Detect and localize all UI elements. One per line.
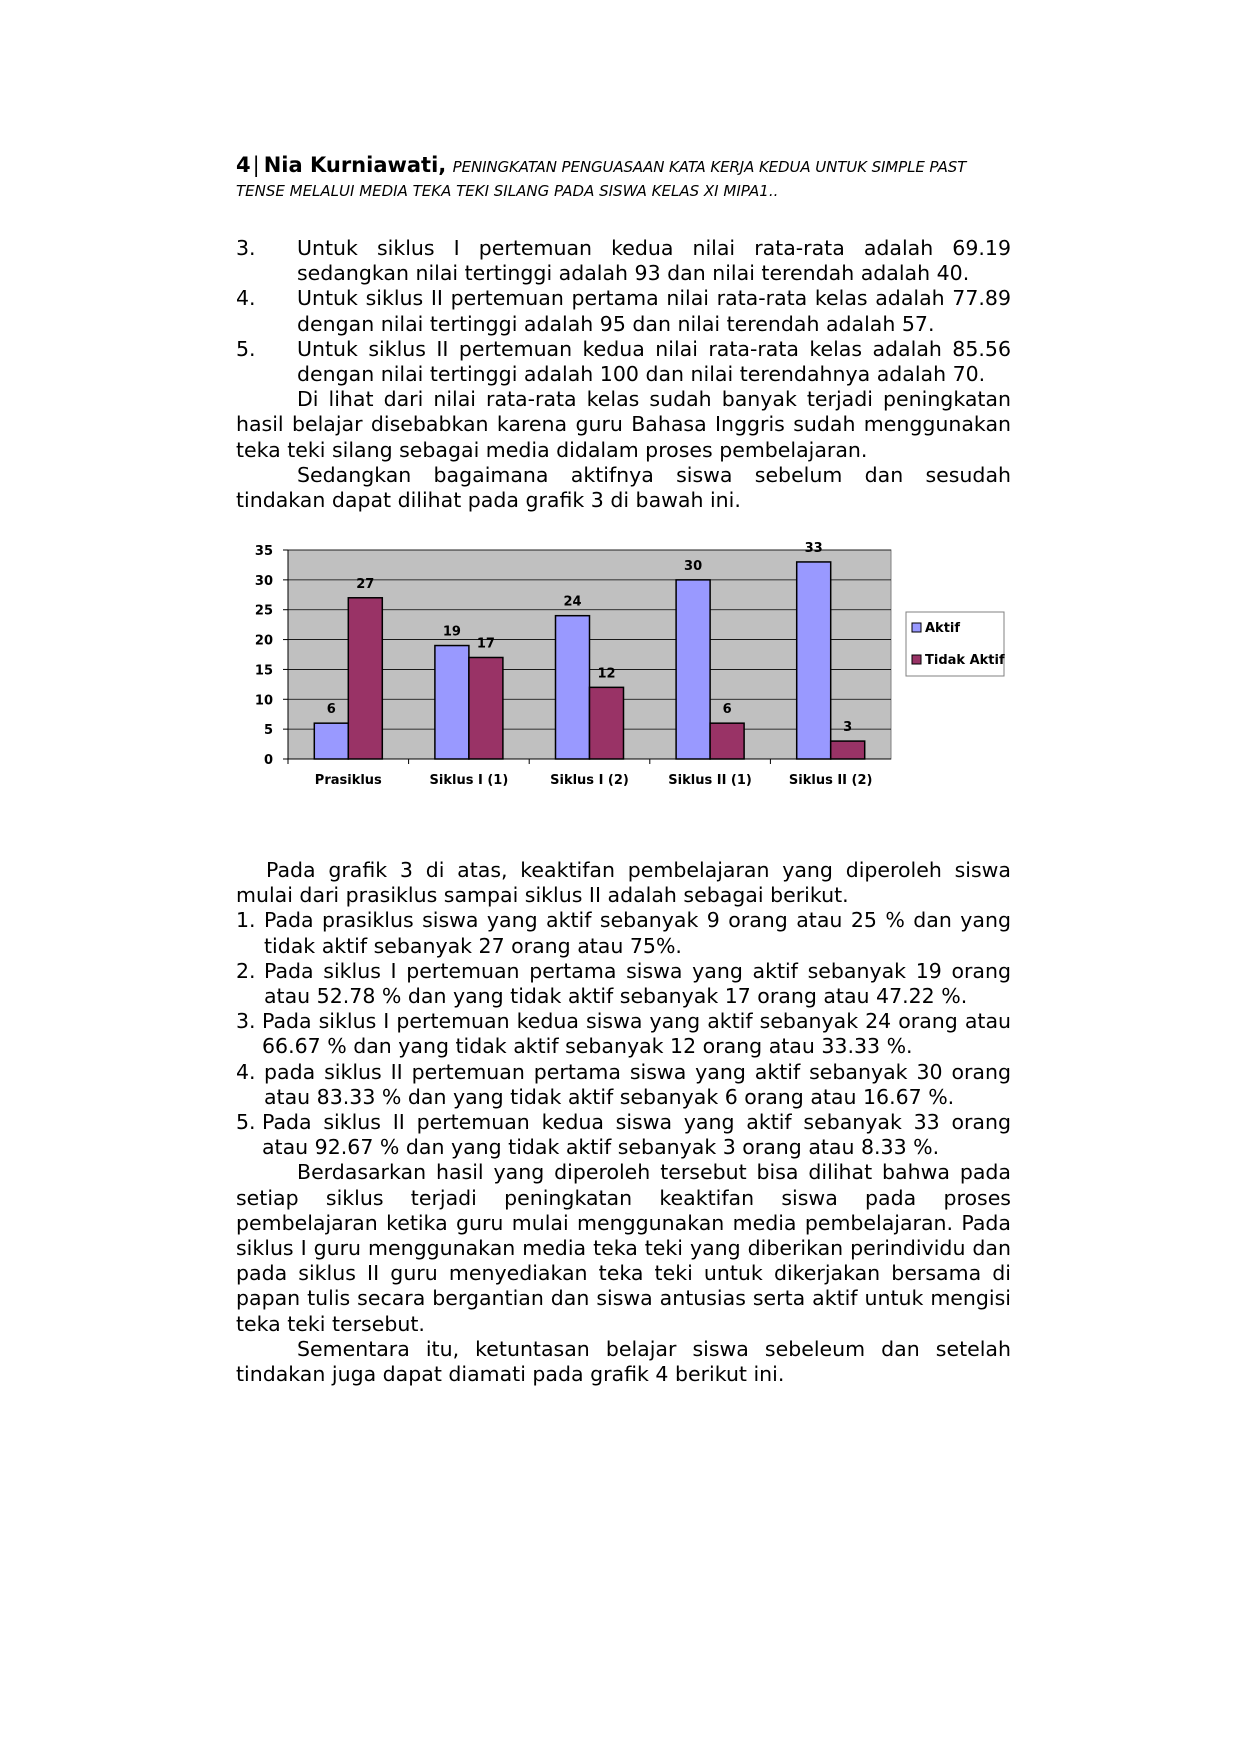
bar (676, 580, 710, 759)
author-name: Nia Kurniawati, (263, 153, 447, 177)
list-item-text: Pada prasiklus siswa yang aktif sebanyak 9 orang atau 25 % dan yang tidak aktif sebanyak 27 orang atau 75%. (264, 908, 1011, 958)
list-item-text: Untuk siklus II pertemuan kedua nilai rata-rata kelas adalah 85.56 dengan nilai tertinggi adalah 100 dan nilai terendahnya adalah 70. (297, 336, 1011, 387)
activity-list (236, 908, 1011, 1160)
list-item (236, 908, 1011, 958)
chart-svg (236, 528, 1036, 798)
data-label: 6 (722, 702, 732, 718)
y-tick-label: 25 (254, 603, 273, 619)
y-tick-label: 35 (254, 544, 273, 559)
page-header (236, 152, 1011, 202)
x-tick-label: Siklus I (2) (550, 773, 629, 788)
legend-label: Aktif (925, 621, 961, 636)
bar (469, 657, 503, 759)
y-tick-label: 20 (254, 633, 273, 649)
list-item-text: pada siklus II pertemuan pertama siswa yang aktif sebanyak 30 orang atau 83.33 % dan yang tidak aktif sebanyak 6 orang atau 16.67 %. (264, 1059, 1011, 1109)
x-tick-label: Prasiklus (314, 773, 382, 788)
x-tick-label: Siklus II (2) (788, 773, 873, 788)
legend-swatch (912, 623, 921, 632)
list-item-number: 4. (236, 286, 256, 311)
list-item (236, 236, 1011, 286)
paragraph: Pada grafik 3 di atas, keaktifan pembelajaran yang diperoleh siswa mulai dari prasiklus sampai siklus II adalah sebagai berikut. (236, 858, 1011, 908)
data-label: 24 (563, 594, 582, 610)
data-label: 33 (804, 540, 823, 556)
list-item-number: 3. (236, 1009, 256, 1034)
legend-label: Tidak Aktif (925, 653, 1005, 668)
bar (435, 646, 469, 759)
list-item-text: Pada siklus I pertemuan pertama siswa yang aktif sebanyak 19 orang atau 52.78 % dan yang tidak aktif sebanyak 17 orang atau 47.22 %. (264, 958, 1011, 1009)
list-item-text: Pada siklus II pertemuan kedua siswa yang aktif sebanyak 33 orang atau 92.67 % dan yang tidak aktif sebanyak 3 orang atau 8.33 %. (262, 1110, 1011, 1160)
list-item (236, 959, 1011, 1009)
y-tick-label: 30 (254, 573, 273, 589)
y-tick-label: 15 (254, 663, 273, 679)
list-item-number: 3. (236, 236, 256, 260)
paragraph: Sedangkan bagaimana aktifnya siswa sebelum dan sesudah tindakan dapat dilihat pada grafik 3 di bawah ini. (236, 462, 1011, 513)
results-list (236, 236, 1011, 513)
bar (556, 616, 590, 759)
list-item (236, 337, 1011, 387)
x-tick-label: Siklus II (1) (668, 773, 752, 788)
bar (314, 723, 348, 759)
list-item (236, 1060, 1011, 1110)
data-label: 17 (476, 636, 495, 652)
activity-bar-chart (236, 528, 1036, 798)
list-item-number: 5. (236, 1110, 256, 1135)
data-label: 19 (442, 624, 461, 640)
data-label: 30 (684, 558, 703, 574)
paragraph: Sementara itu, ketuntasan belajar siswa sebeleum dan setelah tindakan juga dapat diamati pada grafik 4 berikut ini. (236, 1336, 1011, 1387)
bar (797, 562, 831, 759)
bar (710, 723, 744, 759)
bar (348, 598, 382, 759)
page-number: 4 (236, 153, 251, 177)
bar (590, 687, 624, 759)
header-separator: | (252, 153, 260, 177)
data-label: 6 (326, 702, 336, 718)
list-item (236, 286, 1011, 336)
paragraph: Berdasarkan hasil yang diperoleh tersebut bisa dilihat bahwa pada setiap siklus terjadi peningkatan keaktifan siswa pada proses pembelajaran ketika guru mulai menggunakan media pembelajaran. Pada siklus I guru menggunakan media teka teki yang diberikan perindividu dan pada siklus II guru menyediakan teka teki untuk dikerjakan bersama di papan tulis secara bergantian dan siswa antusias serta aktif untuk mengisi teka teki tersebut. (236, 1160, 1011, 1336)
x-tick-label: Siklus I (1) (429, 773, 509, 788)
legend-swatch (912, 655, 921, 664)
list-item-number: 4. (236, 1059, 256, 1084)
list-item (236, 1009, 1011, 1059)
list-item-number: 1. (236, 908, 256, 933)
list-item-text: Untuk siklus I pertemuan kedua nilai rata-rata adalah 69.19 sedangkan nilai tertinggi adalah 93 dan nilai terendah adalah 40. (297, 236, 1011, 286)
article-title-part-1: PENINGKATAN PENGUASAAN KATA KERJA KEDUA UNTUK SIMPLE PAST (452, 158, 967, 176)
list-item-text: Pada siklus I pertemuan kedua siswa yang aktif sebanyak 24 orang atau 66.67 % dan yang tidak aktif sebanyak 12 orang atau 33.33 %. (262, 1009, 1011, 1059)
data-label: 27 (356, 576, 375, 592)
list-item-number: 5. (236, 336, 256, 361)
paragraph: Di lihat dari nilai rata-rata kelas sudah banyak terjadi peningkatan hasil belajar disebabkan karena guru Bahasa Inggris sudah menggunakan teka teki silang sebagai media didalam proses pembelajaran. (236, 387, 1011, 462)
article-title-part-2: TENSE MELALUI MEDIA TEKA TEKI SILANG PADA SISWA KELAS XI MIPA1.. (236, 182, 779, 200)
list-item-text: Untuk siklus II pertemuan pertama nilai rata-rata kelas adalah 77.89 dengan nilai tertinggi adalah 95 dan nilai terendah adalah 57. (297, 286, 1011, 336)
data-label: 12 (597, 666, 616, 682)
list-item-number: 2. (236, 958, 256, 983)
y-tick-label: 10 (254, 693, 273, 709)
list-item (236, 1110, 1011, 1160)
discussion-section (236, 858, 1011, 1387)
y-tick-label: 0 (263, 753, 273, 768)
bar (831, 741, 865, 759)
y-tick-label: 5 (263, 723, 273, 739)
header-line-1 (236, 152, 1011, 180)
data-label: 3 (843, 720, 853, 736)
